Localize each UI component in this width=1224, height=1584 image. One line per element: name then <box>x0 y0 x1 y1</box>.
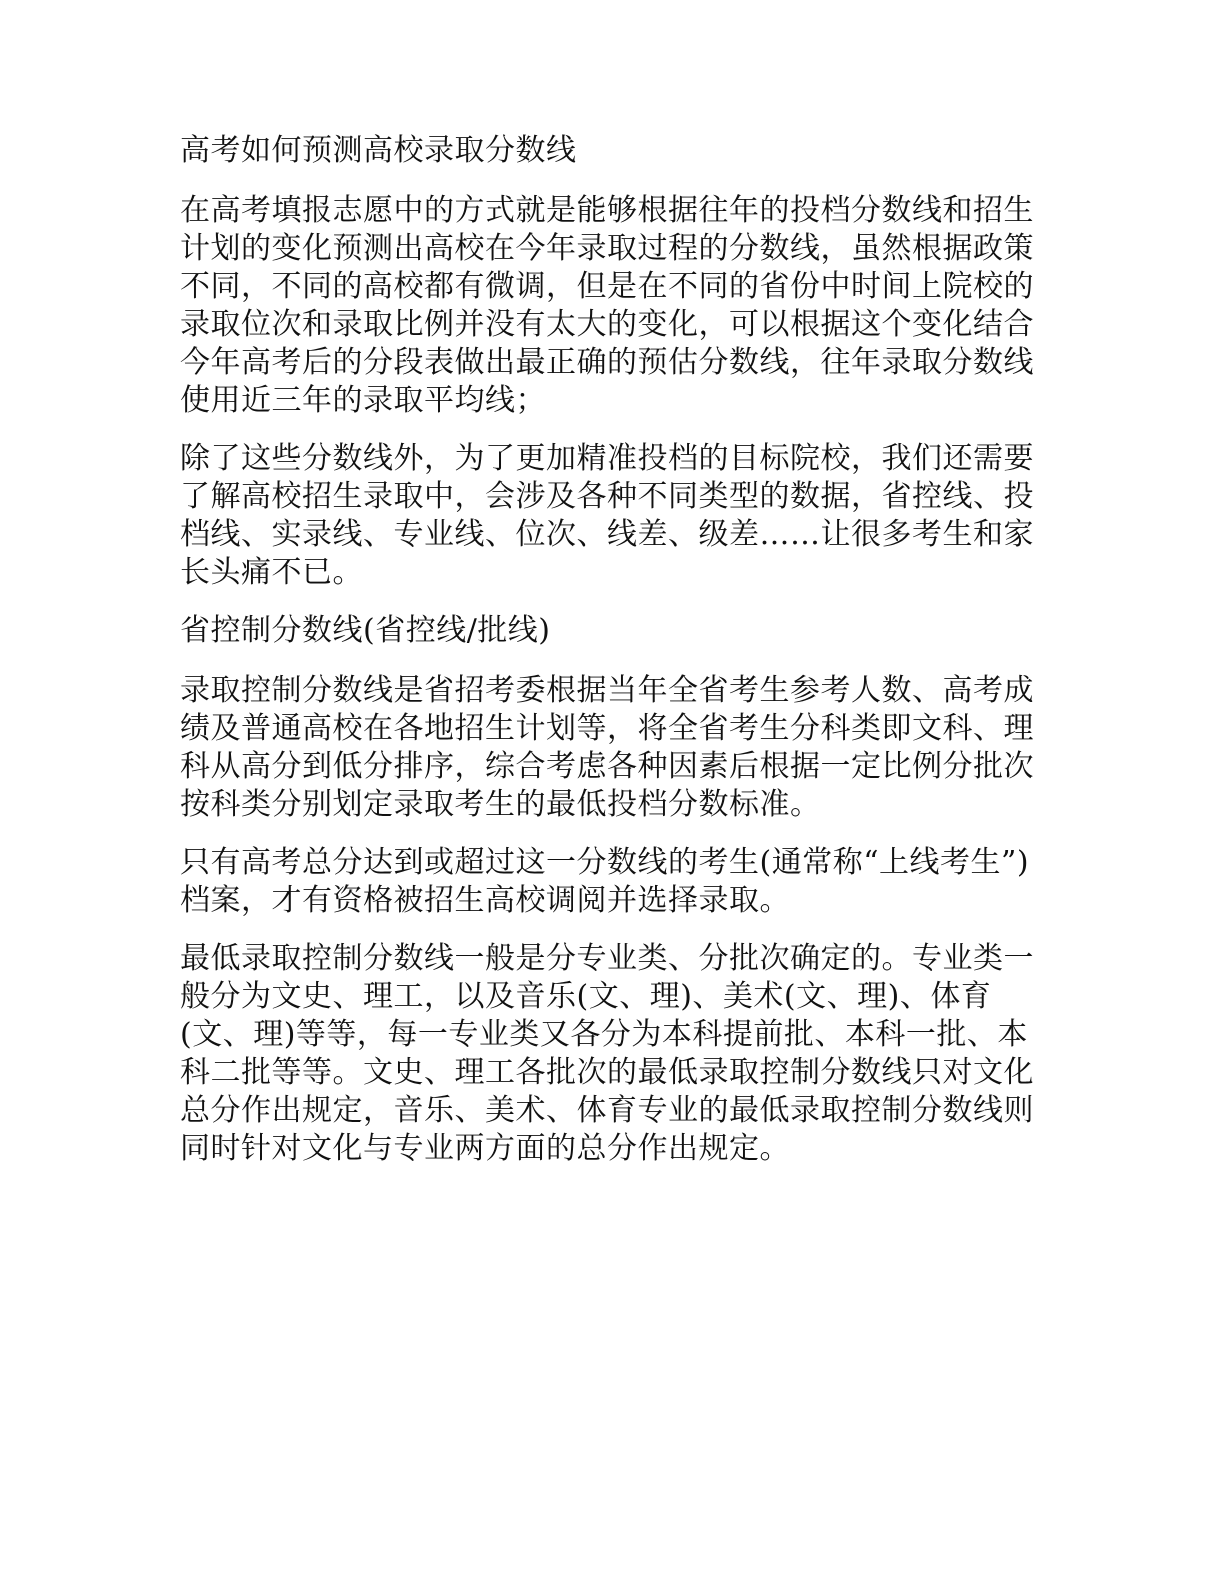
document-title: 高考如何预测高校录取分数线 <box>180 133 577 168</box>
paragraph-definition: 录取控制分数线是省招考委根据当年全省考生参考人数、高考成绩及普通高校在各地招生计划等，将全省考生分科类即文科、理科从高分到低分排序，综合考虑各种因素后根据一定比例分批次按科类分别划定录取考生的最低投档分数标准。 <box>180 673 1034 822</box>
paragraph-data-types: 除了这些分数线外，为了更加精准投档的目标院校，我们还需要了解高校招生录取中，会涉及各种不同类型的数据，省控线、投档线、实录线、专业线、位次、线差、级差……让很多考生和家长头痛不已。 <box>180 441 1034 590</box>
document-page <box>180 132 1040 1188</box>
paragraph-qualification: 只有高考总分达到或超过这一分数线的考生(通常称“上线考生”)档案，才有资格被招生高校调阅并选择录取。 <box>180 845 1030 918</box>
paragraph-categories: 最低录取控制分数线一般是分专业类、分批次确定的。专业类一般分为文史、理工，以及音乐(文、理)、美术(文、理)、体育(文、理)等等，每一专业类又各分为本科提前批、本科一批、本科二批等等。文史、理工各批次的最低录取控制分数线只对文化总分作出规定，音乐、美术、体育专业的最低录取控制分数线则同时针对文化与专业两方面的总分作出规定。 <box>180 941 1034 1166</box>
section-heading: 省控制分数线(省控线/批线) <box>180 613 551 648</box>
paragraph-intro: 在高考填报志愿中的方式就是能够根据往年的投档分数线和招生计划的变化预测出高校在今年录取过程的分数线，虽然根据政策不同，不同的高校都有微调，但是在不同的省份中时间上院校的录取位次和录取比例并没有太大的变化，可以根据这个变化结合今年高考后的分段表做出最正确的预估分数线，往年录取分数线使用近三年的录取平均线； <box>180 193 1034 418</box>
